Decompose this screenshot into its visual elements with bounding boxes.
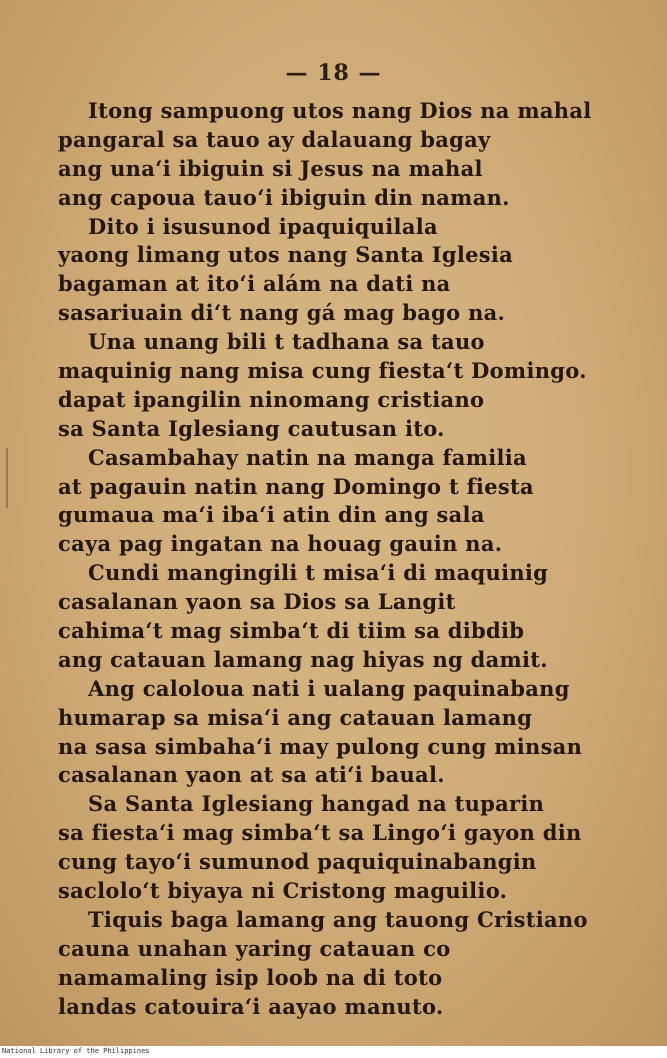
verse-line: casalanan yaon at sa ati‘i baual. [58, 762, 445, 788]
footer-credit: National Library of the Philippines [2, 1047, 150, 1055]
verse-line: caya pag ingatan na houag gauin na. [58, 531, 503, 557]
verse-line: sasariuain di‘t nang gá mag bago na. [58, 300, 506, 326]
stanza [58, 906, 658, 1022]
verse-line: Tiquis baga lamang ang tauong Cristiano [88, 906, 588, 932]
stanza [58, 559, 658, 675]
verse-line: cahima‘t mag simba‘t di tiim sa dibdib [58, 618, 525, 644]
verse-line: maquinig nang misa cung fiesta‘t Domingo. [58, 358, 587, 384]
verse-line: dapat ipangilin ninomang cristiano [58, 386, 485, 412]
verse-line: Itong sampuong utos nang Dios na mahal [88, 98, 592, 123]
verse-block [58, 97, 658, 1022]
verse-line: cung tayo‘i sumunod paquiquinabangin [58, 849, 537, 875]
verse-line: ang catauan lamang nag hiyas ng damit. [58, 646, 548, 672]
verse-line: sa Santa Iglesiang cautusan ito. [58, 415, 445, 441]
stanza [58, 444, 658, 560]
stanza [58, 790, 658, 906]
verse-line: Casambahay natin na manga familia [88, 444, 527, 470]
verse-line: na sasa simbaha‘i may pulong cung minsan [58, 733, 583, 759]
stanza [58, 328, 658, 444]
verse-line: yaong limang utos nang Santa Iglesia [58, 242, 514, 268]
scan-footer [0, 1046, 667, 1058]
verse-line: Dito i isusunod ipaquiquilala [88, 213, 438, 239]
verse-line: Sa Santa Iglesiang hangad na tuparin [88, 791, 545, 817]
margin-mark [6, 448, 18, 508]
verse-line: at pagauin natin nang Domingo t fiesta [58, 473, 534, 499]
stanza [58, 213, 658, 329]
stanza [58, 97, 658, 213]
page-number: — 18 — [285, 60, 382, 86]
verse-line: casalanan yaon sa Dios sa Langit [58, 589, 456, 615]
verse-line: Una unang bili t tadhana sa tauo [88, 329, 485, 355]
verse-line: humarap sa misa‘i ang catauan lamang [58, 704, 533, 730]
verse-line: pangaral sa tauo ay dalauang bagay [58, 126, 491, 152]
verse-line: namamaling isip loob na di toto [58, 964, 443, 990]
verse-line: saclolo‘t biyaya ni Cristong maguilio. [58, 878, 508, 904]
verse-line: cauna unahan yaring catauan co [58, 935, 451, 961]
verse-line: gumaua ma‘i iba‘i atin din ang sala [58, 502, 485, 528]
verse-line: Cundi mangingili t misa‘i di maquinig [88, 560, 549, 586]
verse-line: sa fiesta‘i mag simba‘t sa Lingo‘i gayon din [58, 820, 582, 846]
verse-line: landas catouira‘i aayao manuto. [58, 993, 444, 1019]
verse-line: bagaman at ito‘i alám na dati na [58, 271, 451, 297]
verse-line: Ang caloloua nati i ualang paquinabang [88, 675, 570, 701]
verse-line: ang capoua tauo‘i ibiguin din naman. [58, 184, 510, 210]
stanza [58, 675, 658, 791]
verse-line: ang una‘i ibiguin si Jesus na mahal [58, 155, 483, 181]
